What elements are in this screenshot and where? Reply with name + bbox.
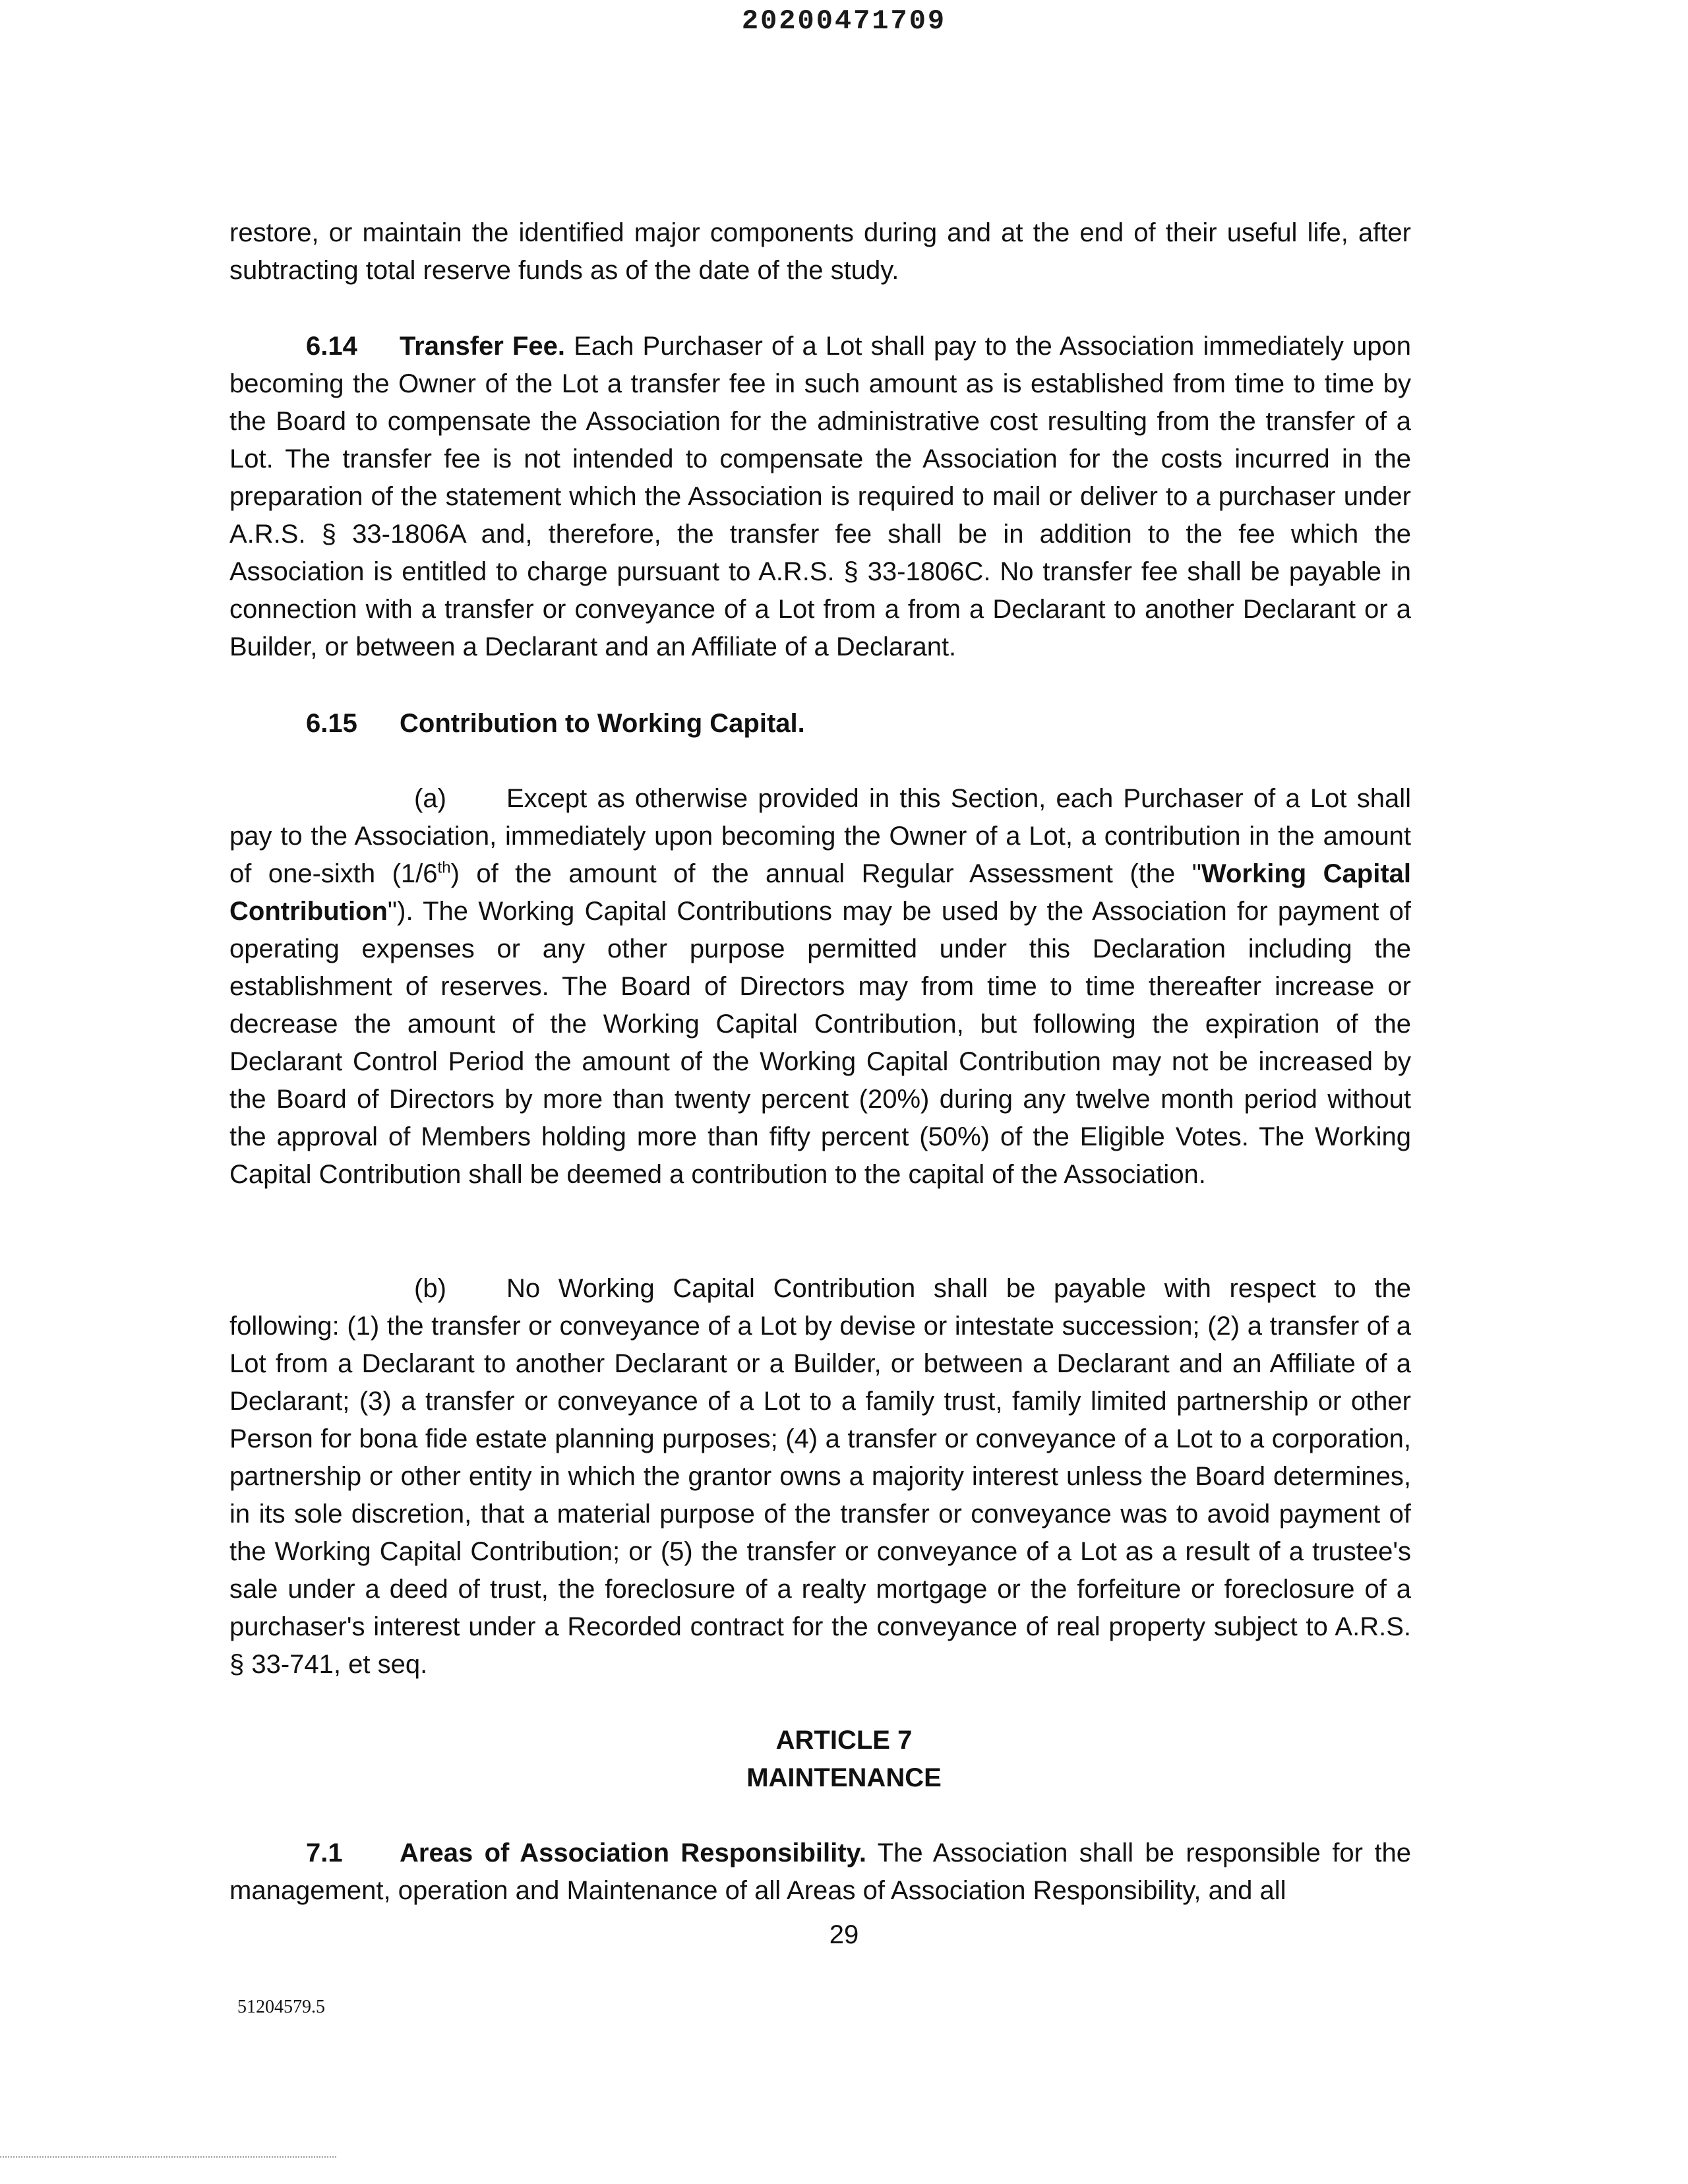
subsection-a-paragraph: [229, 780, 1411, 1194]
section-text: Each Purchaser of a Lot shall pay to the Association immediately upon becoming the Owner of the Lot a transfer fee in such amount as is established from time to time by the Board to compensate the Association for the administrative cost resulting from the transfer of a Lot. The transfer fee is not intended to compensate the Association for the costs incurred in the preparation of the statement which the Association is required to mail or deliver to a purchaser under A.R.S. § 33-1806A and, therefore, the transfer fee shall be in addition to the fee which the Association is entitled to charge pursuant to A.R.S. § 33-1806C. No transfer fee shall be payable in connection with a transfer or conveyance of a Lot from a from a Declarant to another Declarant or a Builder, or between a Declarant and an Affiliate of a Declarant.: [229, 332, 1411, 661]
article-title: MAINTENANCE: [746, 1763, 942, 1792]
section-7-1-paragraph: [229, 1835, 1411, 1910]
section-7-1: [229, 1835, 1411, 1910]
section-title: Contribution to Working Capital.: [400, 709, 805, 738]
subsection-label: (b): [414, 1274, 446, 1303]
paragraph-continuation: [229, 214, 1411, 289]
section-title: Transfer Fee.: [400, 332, 566, 361]
section-number: 7.1: [306, 1838, 343, 1867]
subsection-a: [229, 780, 1411, 1194]
superscript: th: [437, 859, 451, 877]
section-text: The Association shall be responsible for the management, operation and Maintenance of all Areas of Association Responsibility, and all: [229, 1838, 1412, 1905]
scan-edge-line: [0, 2156, 336, 2158]
subsection-b: [229, 1270, 1411, 1684]
defined-term: Working Capital Contribution: [229, 859, 1412, 926]
page-number: 29: [829, 1920, 859, 1949]
subsection-text: "). The Working Capital Contributions may be used by the Association for payment of operating expenses or any other purpose permitted under this Declaration including the establishment of reserves. The Board of Directors may from time to time thereafter increase or decrease the amount of the Working Capital Contribution, but following the expiration of the Declarant Control Period the amount of the Working Capital Contribution may not be increased by the Board of Directors by more than twenty percent (20%) during any twelve month period without the approval of Members holding more than fifty percent (50%) of the Eligible Votes. The Working Capital Contribution shall be deemed a contribution to the capital of the Association.: [229, 897, 1411, 1189]
section-6-15-heading: [229, 705, 1411, 743]
subsection-b-paragraph: [229, 1270, 1411, 1684]
document-id: 51204579.5: [237, 1997, 325, 2017]
subsection-label: (a): [414, 784, 446, 813]
subsection-text: No Working Capital Contribution shall be payable with respect to the following: (1) the transfer or conveyance of a Lot by devise or intestate succession; (2) a transfer of a Lot from a Declarant to another Declarant or a Builder, or between a Declarant and an Affiliate of a Declarant; (3) a transfer or conveyance of a Lot to a family trust, family limited partnership or other Person for bona fide estate planning purposes; (4) a transfer or conveyance of a Lot to a corporation, partnership or other entity in which the grantor owns a majority interest unless the Board determines, in its sole discretion, that a material purpose of the transfer or conveyance was to avoid payment of the Working Capital Contribution; or (5) the transfer or conveyance of a Lot as a result of a trustee's sale under a deed of trust, the foreclosure of a realty mortgage or the forfeiture or foreclosure of a purchaser's interest under a Recorded contract for the conveyance of real property subject to A.R.S. § 33-741, et seq.: [229, 1274, 1411, 1679]
section-title: Areas of Association Responsibility.: [400, 1838, 866, 1867]
subsection-text: Except as otherwise provided in this Section, each Purchaser of a Lot shall pay to the Association, immediately upon becoming the Owner of a Lot, a contribution in the amount of one-sixth (1/6: [229, 784, 1411, 888]
continuation-text: restore, or maintain the identified major components during and at the end of their useful life, after subtracting total reserve funds as of the date of the study.: [229, 218, 1411, 285]
section-6-14: [229, 328, 1411, 666]
section-number: 6.14: [306, 332, 357, 361]
section-6-14-paragraph: [229, 328, 1411, 666]
article-number: ARTICLE 7: [775, 1726, 913, 1755]
subsection-text: ) of the amount of the annual Regular Assessment (the ": [450, 859, 1201, 888]
recording-number: 20200471709: [741, 5, 947, 37]
section-number: 6.15: [306, 709, 357, 738]
